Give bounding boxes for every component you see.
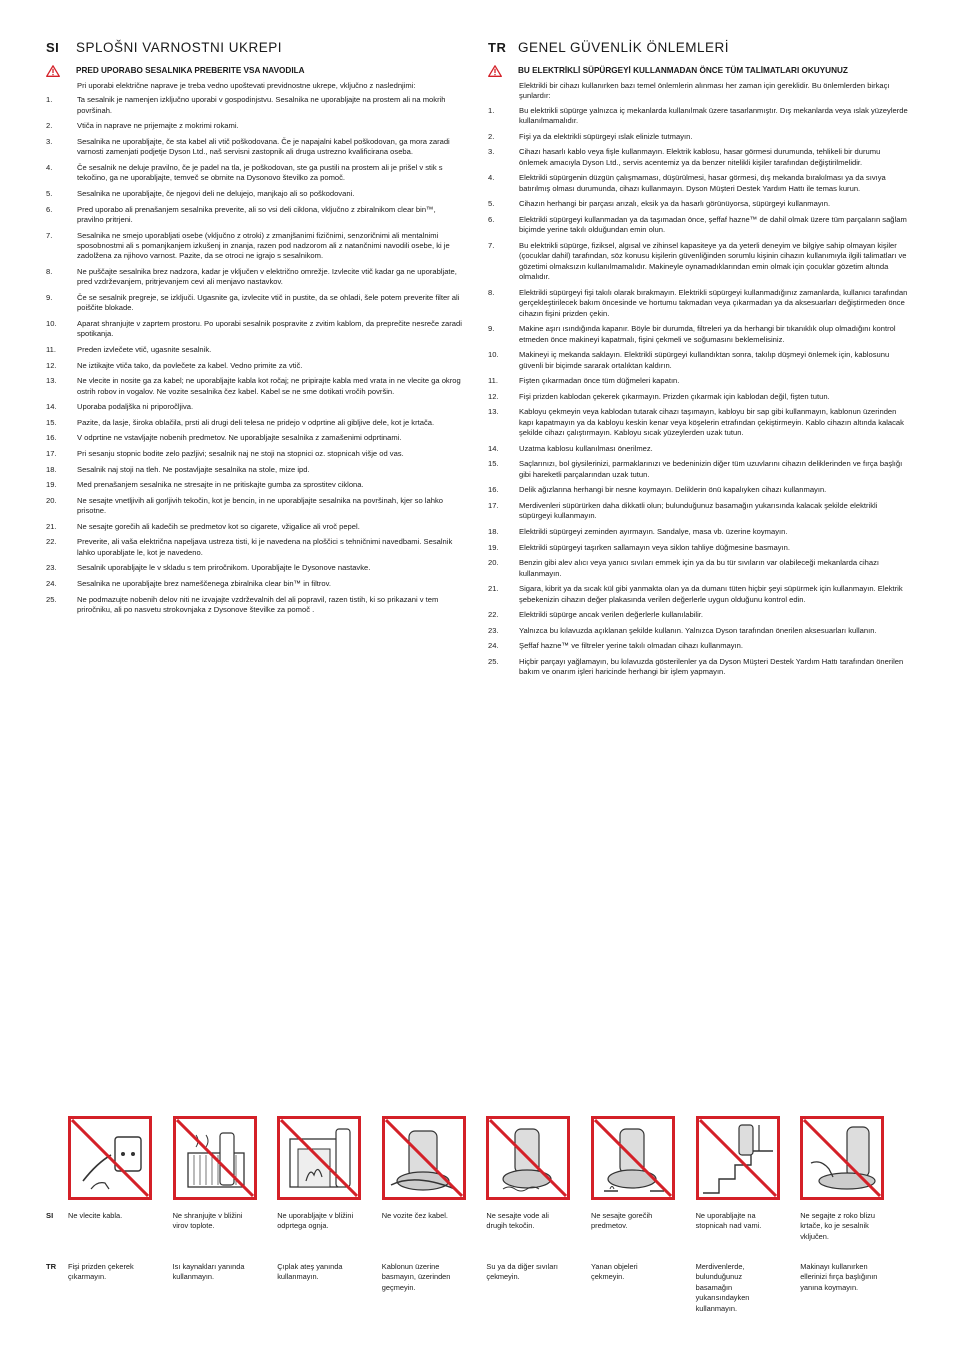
- item-number: 14.: [488, 443, 499, 453]
- item-text: Delik ağızlarına herhangi bir nesne koymayın. Deliklerin önü kapalıyken cihazı kullanmayın.: [519, 485, 827, 495]
- item-text: Sesalnika ne uporabljajte, če njegovi deli ne delujejo, manjkajo ali so poškodovani.: [77, 189, 355, 198]
- si-list-item: [46, 121, 464, 131]
- item-number: 17.: [46, 448, 57, 458]
- tr-list-item: [488, 610, 908, 620]
- brush-hands-icon: [803, 1119, 881, 1197]
- si-list-item: [46, 563, 464, 573]
- pictogram-4: [382, 1116, 466, 1200]
- item-text: Elektrikli süpürgenin düzgün çalışmaması, düşürülmesi, hasar görmesi, dış mekanda bırakılması ya da sıvıya batırılmış olması durumunda, cihazı kullanmayın. Dyson Müşteri Destek Yardım Hattı ile temas kurun.: [519, 173, 886, 193]
- si-list-item: [46, 137, 464, 158]
- item-number: 3.: [46, 137, 53, 146]
- item-number: 6.: [488, 215, 495, 224]
- tr-pictogram-caption: Makinayı kullanırken ellerinizi fırça başlığının yanına koymayın.: [800, 1262, 878, 1292]
- si-list-item: [46, 376, 464, 397]
- item-text: Elektrikli süpürgeyi taşırken sallamayın veya siklon tahliye düğmesine basmayın.: [519, 542, 790, 552]
- warning-triangle-icon: [46, 65, 76, 77]
- si-list-item: [46, 345, 464, 355]
- item-text: Aparat shranjujte v zaprtem prostoru. Po uporabi sesalnik pospravite z zvitim kablom, da preprečite nesreče zaradi spotikanja.: [77, 319, 462, 339]
- si-warning-text: PRED UPORABO SESALNIKA PREBERITE VSA NAVODILA: [76, 66, 305, 75]
- tr-pictogram-caption: Fişi prizden çekerek çıkarmayın.: [68, 1262, 134, 1282]
- item-number: 8.: [46, 267, 53, 276]
- item-text: Benzin gibi alev alıcı veya yanıcı sıvıları emmek için ya da bu tür sıvıların var olabileceği mekanlarda cihazı kullanmayın.: [519, 558, 880, 578]
- item-text: Ne sesajte vnetljivih ali gorljivih tekočin, kot je bencin, in ne uporabljajte sesalnika na površinah, kjer so lahko prisotne.: [77, 495, 443, 516]
- item-number: 3.: [488, 147, 495, 157]
- tr-list-item: [488, 350, 908, 371]
- fireplace-icon: [280, 1119, 358, 1197]
- item-text: Sesalnika ne uporabljajte, če sta kabel ali vtič poškodovana. Če je napajalni kabel poškodovan, ga mora zaradi varnosti zamenjati podjetje Dyson Ltd., naš servisni zastopnik ali druga ustrezno kvalificirana oseba.: [77, 137, 450, 157]
- item-number: 25.: [46, 594, 57, 604]
- item-number: 6.: [46, 204, 53, 214]
- item-number: 23.: [46, 563, 57, 573]
- si-list-item: [46, 95, 464, 116]
- tr-list-item: [488, 215, 908, 236]
- si-heading: [46, 40, 464, 55]
- tr-list-item: [488, 132, 908, 142]
- stairs-icon: [699, 1119, 777, 1197]
- item-text: Če se sesalnik pregreje, se izključi. Ugasnite ga, izvlecite vtič in pustite, da se ohladi, šele potem preverite filter ali poiščite blokade.: [77, 293, 460, 313]
- item-number: 16.: [488, 485, 499, 495]
- item-text: Vtiča in naprave ne prijemajte z mokrimi rokami.: [77, 121, 239, 131]
- item-text: Saçlarınızı, bol giysilerinizi, parmaklarınızı ve bedeninizin diğer tüm uzuvlarını cihazın deliklerinden ve fırça başlığı gibi hareketli parçalarından uzak tutun.: [519, 459, 903, 479]
- si-intro: Pri uporabi električne naprave je treba vedno upoštevati previdnostne ukrepe, vključno z naslednjimi:: [77, 81, 416, 90]
- pictogram-3: [277, 1116, 361, 1200]
- tr-pictogram-caption: Su ya da diğer sıvıları çekmeyin.: [486, 1262, 558, 1282]
- item-text: Fişi prizden kablodan çekerek çıkarmayın. Prizden çıkarmak için kablodan değil, fişten tutun.: [519, 391, 830, 401]
- item-text: Bu elektrikli süpürge yalnızca iç mekanlarda kullanılmak üzere tasarlanmıştır. Dış mekanlarda veya ıslak yüzeylerde kullanılmamalıdır.: [519, 105, 908, 126]
- tr-section: [488, 40, 908, 683]
- item-text: Sesalnika ne uporabljajte brez nameščenega zbiralnika clear bin™ in filtrov.: [77, 578, 331, 588]
- item-text: Preverite, ali vaša električna napeljava ustreza tisti, ki je navedena na ploščici s tehničnimi navedbami. Sesalnik lahko uporabljate le, kot je navedeno.: [77, 537, 453, 557]
- item-text: Sesalnik naj stoji na tleh. Ne postavljajte sesalnika na stole, mize ipd.: [77, 464, 310, 474]
- item-text: Ta sesalnik je namenjen izključno uporabi v gospodinjstvu. Sesalnika ne uporabljajte na prostem ali na mokrih površinah.: [77, 95, 446, 115]
- tr-list-item: [488, 376, 908, 386]
- item-text: Elektrikli süpürgeyi fişi takılı olarak bırakmayın. Elektrikli süpürgeyi kullanmadığınız zamanlarda, kullanıcı tarafından gerçekleştirilecek bakım öncesinde ve hortumu takmadan veya çıkarmadan ya da aksesuarları değiştirmeden önce cihazın fişini prizden çekin.: [519, 287, 908, 318]
- item-text: V odprtine ne vstavljajte nobenih predmetov. Ne uporabljajte sesalnika z zamašenimi odprtinami.: [77, 433, 402, 443]
- tr-list-item: [488, 558, 908, 579]
- item-text: Hiçbir parçayı yağlamayın, bu kılavuzda gösterilenler ya da Dyson Müşteri Destek Yardım Hattı tarafından önerilen bakım ve onarım işleri haricinde herhangi bir işlem yapmayın.: [519, 656, 904, 677]
- item-number: 9.: [46, 293, 53, 302]
- tr-pictogram-caption: Isı kaynakları yanında kullanmayın.: [172, 1262, 245, 1282]
- item-text: Sesalnik uporabljajte le v skladu s tem priročnikom. Uporabljajte le Dysonove nastavke.: [77, 563, 371, 573]
- item-number: 11.: [46, 345, 56, 354]
- tr-list-item: [488, 626, 908, 636]
- item-text: Pred uporabo ali prenašanjem sesalnika preverite, ali so vsi deli ciklona, vključno z zbiralnikom clear bin™, pravilno pritrjeni.: [77, 204, 436, 224]
- si-list-item: [46, 163, 464, 184]
- item-number: 8.: [488, 287, 495, 297]
- si-language-code: SI: [46, 40, 60, 55]
- tr-list-item: [488, 324, 908, 345]
- tr-list-item: [488, 199, 908, 209]
- item-text: Med prenašanjem sesalnika ne stresajte in ne pritiskajte gumba za sprostitev ciklona.: [77, 480, 364, 490]
- item-number: 14.: [46, 402, 57, 412]
- si-list-item: [46, 449, 464, 459]
- item-number: 1.: [46, 95, 53, 105]
- item-number: 12.: [488, 391, 499, 401]
- item-number: 18.: [488, 527, 499, 536]
- pictogram-7: [696, 1116, 780, 1200]
- item-number: 2.: [46, 121, 53, 131]
- si-pictogram-caption: Ne shranjujte v bližini virov toplote.: [172, 1211, 243, 1231]
- item-text: Pazite, da lasje, široka oblačila, prsti ali drugi deli telesa ne pridejo v odprtine ali gibljive dele, kot je krtača.: [77, 417, 435, 427]
- tr-item-list: [488, 106, 908, 678]
- item-text: Uzatma kablosu kullanılması önerilmez.: [519, 443, 653, 453]
- pictogram-1: [68, 1116, 152, 1200]
- item-number: 21.: [488, 584, 499, 594]
- tr-list-item: [488, 106, 908, 127]
- si-list-item: [46, 189, 464, 199]
- item-number: 2.: [488, 131, 495, 141]
- si-list-item: [46, 231, 464, 262]
- tr-list-item: [488, 485, 908, 495]
- item-text: Če sesalnik ne deluje pravilno, če je padel na tla, je poškodovan, ste ga pustili na prostem ali je prišel v stik s tekočino, ga ne uporabljajte, temveč se obrnite na Dysonovo številko za pomoč.: [77, 163, 443, 183]
- si-pictogram-caption: Ne sesajte gorečih predmetov.: [591, 1211, 653, 1231]
- si-list-item: [46, 418, 464, 428]
- item-text: Şeffaf hazne™ ve filtreler yerine takılı olmadan cihazı kullanmayın.: [519, 641, 743, 651]
- item-number: 13.: [488, 407, 499, 417]
- item-text: Elektrikli süpürge ancak verilen değerlerle kullanılabilir.: [519, 610, 704, 620]
- si-list-item: [46, 402, 464, 412]
- item-text: Ne podmazujte nobenih delov niti ne izvajajte vzdrževalnih del ali popravil, razen tistih, ki so prikazani v tem priročniku, ali po nasvetu strokovnjaka z Dysonove številke za pomoč .: [77, 594, 439, 614]
- pictogram-row: [68, 1116, 888, 1200]
- item-number: 24.: [488, 641, 499, 651]
- item-number: 23.: [488, 625, 499, 635]
- item-text: Merdivenleri süpürürken daha dikkatli olun; bulunduğunuz basamağın yukarısında kalacak şekilde elektrikli süpürgeyi kullanmayın.: [519, 501, 878, 521]
- si-pictogram-caption: Ne uporabljajte na stopnicah nad vami.: [695, 1211, 762, 1231]
- item-number: 5.: [46, 189, 53, 198]
- si-list-item: [46, 319, 464, 340]
- item-text: Fişten çıkarmadan önce tüm düğmeleri kapatın.: [519, 376, 680, 386]
- item-text: Elektrikli süpürgeyi zeminden ayırmayın. Sandalye, masa vb. üzerine koymayın.: [519, 527, 788, 536]
- si-item-list: [46, 95, 464, 615]
- tr-pictogram-caption: Kablonun üzerine basmayın, üzerinden geçmeyin.: [381, 1262, 451, 1292]
- tr-pictogram-caption: Merdivenlerde, bulunduğunuz basamağın yukarısındayken kullanmayın.: [695, 1262, 750, 1313]
- tr-section-title: GENEL GÜVENLİK ÖNLEMLERİ: [518, 40, 730, 55]
- item-number: 13.: [46, 376, 57, 386]
- item-number: 11.: [488, 376, 498, 386]
- item-number: 9.: [488, 324, 495, 334]
- tr-intro: Elektrikli bir cihazı kullanırken bazı temel önlemlerin alınması her zaman için gereklidir. Bu önlemlerden birkaçı şunlardır:: [519, 81, 890, 101]
- si-list-item: [46, 496, 464, 517]
- burning-objects-icon: [594, 1119, 672, 1197]
- warning-triangle-icon: [488, 65, 518, 77]
- si-caption-code: SI: [46, 1211, 54, 1220]
- item-number: 20.: [488, 558, 499, 568]
- item-text: Makine aşırı ısındığında kapanır. Böyle bir durumda, filtreleri ya da herhangi bir tıkanıklık olup olmadığını kontrol etmeden önce makineyi kapatmalı, fişini çekmeli ve soğumasını beklemelisiniz.: [519, 324, 896, 344]
- item-number: 18.: [46, 464, 57, 474]
- item-text: Sigara, kibrit ya da sıcak kül gibi yanmakta olan ya da dumanı tüten hiçbir şeyi süpürmek için kullanmayın. Elektrik şebekenizin cihazın değer plakasında verilen değerlerle uygun olduğunu kontrol edin.: [519, 584, 903, 604]
- si-list-item: [46, 465, 464, 475]
- si-list-item: [46, 595, 464, 616]
- item-text: Kabloyu çekmeyin veya kablodan tutarak cihazı taşımayın, kabloyu bir sap gibi kullanmayın, kablonun üzerinden kapı kapatmayın ya da kabloyu keskin kenar veya köşelerin etrafından çekiştirmeyin. Kablo cihazın altında kalacak şekilde cihazı çalıştırmayın. Kabloyu sıcak yüzeylerden uzak tutun.: [519, 407, 904, 438]
- si-pictogram-caption: Ne vlecite kabla.: [68, 1211, 123, 1220]
- tr-list-item: [488, 501, 908, 522]
- si-warning: [46, 65, 464, 77]
- tr-list-item: [488, 657, 908, 678]
- item-number: 16.: [46, 433, 57, 443]
- si-section-title: SPLOŠNI VARNOSTNI UKREPI: [76, 40, 283, 55]
- item-text: Ne puščajte sesalnika brez nadzora, kadar je vključen v električno omrežje. Izvlecite vtič kadar ga ne uporabljate, pred vzdrževanjem, pritrjevanjem cevi ali menjavo nastavkov.: [77, 267, 457, 287]
- si-list-item: [46, 522, 464, 532]
- si-section: [46, 40, 464, 621]
- item-number: 21.: [46, 521, 57, 531]
- tr-warning-text: BU ELEKTRİKLİ SÜPÜRGEYİ KULLANMADAN ÖNCE TÜM TALİMATLARI OKUYUNUZ: [518, 66, 848, 75]
- si-pictogram-caption: Ne sesajte vode ali drugih tekočin.: [486, 1211, 549, 1231]
- item-number: 15.: [46, 417, 57, 427]
- item-number: 19.: [46, 480, 57, 490]
- item-number: 5.: [488, 199, 495, 209]
- si-pictogram-caption: Ne uporabljajte v bližini odprtega ognja.: [277, 1211, 354, 1231]
- tr-heading: [488, 40, 908, 55]
- item-number: 17.: [488, 501, 499, 510]
- tr-list-item: [488, 527, 908, 537]
- tr-list-item: [488, 584, 908, 605]
- item-number: 10.: [46, 319, 57, 328]
- tr-list-item: [488, 641, 908, 651]
- item-number: 25.: [488, 656, 499, 666]
- item-number: 24.: [46, 578, 57, 588]
- tr-list-item: [488, 147, 908, 168]
- tr-list-item: [488, 459, 908, 480]
- item-text: Ne sesajte gorečih ali kadečih se predmetov kot so cigarete, vžigalice ali vroč pepel.: [77, 521, 360, 531]
- pictogram-8: [800, 1116, 884, 1200]
- si-list-item: [46, 537, 464, 558]
- item-text: Fişi ya da elektrikli süpürgeyi ıslak elinizle tutmayın.: [519, 131, 693, 141]
- tr-list-item: [488, 543, 908, 553]
- item-number: 15.: [488, 459, 499, 469]
- tr-list-item: [488, 392, 908, 402]
- item-text: Bu elektrikli süpürge, fiziksel, algısal ve zihinsel kapasiteye ya da yeterli deneyim ve bilgiye sahip olmayan kişiler (çocuklar dahil) tarafından, söz konusu kişilerin güvenliğinden sorumlu kişinin cihazın kullanımıyla ilgili talimatları ve gözetimi olmaksızın kullanılmamalıdır. Makineyle oynamadıklarından emin olmak için çocuklar gözetim altında olmalıdır.: [519, 241, 907, 282]
- item-text: Pri sesanju stopnic bodite zelo pazljivi; sesalnik naj ne stoji na stopnici oz. stopnicah višje od vas.: [77, 448, 404, 458]
- item-text: Ne vlecite in nosite ga za kabel; ne uporabljajte kabla kot ročaj; ne pripirajte kabla med vrata in ne vlecite ga okrog ostrih robov in vogalov. Ne vozite sesalnika čez kabel. Kabel se ne sme dotikati vročih površin.: [77, 376, 461, 396]
- item-number: 22.: [488, 610, 499, 620]
- pictogram-2: [173, 1116, 257, 1200]
- heater-icon: [176, 1119, 254, 1197]
- tr-language-code: TR: [488, 40, 507, 55]
- item-text: Yalnızca bu kılavuzda açıklanan şekilde kullanın. Yalnızca Dyson tarafından önerilen aksesuarları kullanın.: [519, 625, 877, 635]
- item-number: 20.: [46, 495, 57, 505]
- water-icon: [489, 1119, 567, 1197]
- tr-pictogram-caption: Çıplak ateş yanında kullanmayın.: [277, 1262, 343, 1282]
- si-list-item: [46, 267, 464, 288]
- item-number: 1.: [488, 105, 495, 115]
- si-list-item: [46, 361, 464, 371]
- item-number: 4.: [46, 163, 53, 172]
- item-text: Uporaba podaljška ni priporočljiva.: [77, 402, 194, 412]
- tr-list-item: [488, 173, 908, 194]
- item-text: Cihazı hasarlı kablo veya fişle kullanmayın. Elektrik kablosu, hasar görmesi durumunda, tehlikeli bir durumu önlemek amacıyla Dyson Ltd., servis acentemiz ya da benzer nitelikli kişiler tarafından değiştirilmelidir.: [519, 147, 881, 167]
- pictogram-6: [591, 1116, 675, 1200]
- si-list-item: [46, 480, 464, 490]
- si-pictogram-caption: Ne segajte z roko blizu krtače, ko je sesalnik vključen.: [800, 1211, 875, 1241]
- item-text: Sesalnika ne smejo uporabljati osebe (vključno z otroki) z zmanjšanimi fizičnimi, senzoričnimi ali mentalnimi sposobnostmi ali s pomanjkanjem izkušenj in znanja, razen pod nadzorom ali z natančnimi navodili osebe, ki je zadolžena za njihovo varnost. Pazite, da se otroci ne igrajo s sesalnikom.: [77, 230, 450, 261]
- tr-pictogram-caption: Yanan objeleri çekmeyin.: [591, 1262, 638, 1282]
- plug-pull-icon: [71, 1119, 149, 1197]
- item-number: 22.: [46, 537, 57, 547]
- si-pictogram-caption: Ne vozite čez kabel.: [381, 1211, 448, 1220]
- si-list-item: [46, 579, 464, 589]
- item-number: 10.: [488, 350, 499, 360]
- item-text: Makineyi iç mekanda saklayın. Elektrikli süpürgeyi kullandıktan sonra, takılıp düşmeyi önlemek için, kablosunu güvenli bir biçimde sararak ortalıktan kaldırın.: [519, 350, 890, 370]
- tr-warning: [488, 65, 908, 77]
- si-list-item: [46, 433, 464, 443]
- cord-rollover-icon: [385, 1119, 463, 1197]
- item-text: Preden izvlečete vtič, ugasnite sesalnik.: [77, 345, 212, 354]
- tr-list-item: [488, 288, 908, 319]
- item-number: 12.: [46, 360, 57, 370]
- item-text: Cihazın herhangi bir parçası arızalı, eksik ya da hasarlı görünüyorsa, süpürgeyi kullanmayın.: [519, 199, 831, 209]
- si-list-item: [46, 293, 464, 314]
- si-list-item: [46, 205, 464, 226]
- item-number: 4.: [488, 173, 495, 183]
- pictogram-5: [486, 1116, 570, 1200]
- tr-caption-code: TR: [46, 1262, 57, 1271]
- item-number: 19.: [488, 542, 499, 552]
- item-number: 7.: [488, 241, 495, 250]
- item-number: 7.: [46, 230, 53, 240]
- tr-list-item: [488, 241, 908, 283]
- item-text: Ne iztikajte vtiča tako, da povlečete za kabel. Vedno primite za vtič.: [77, 360, 303, 370]
- tr-list-item: [488, 444, 908, 454]
- item-text: Elektrikli süpürgeyi kullanmadan ya da taşımadan önce, şeffaf hazne™ de dahil olmak üzere tüm parçaların sağlam biçimde yerine takılı olduğundan emin olun.: [519, 215, 907, 235]
- tr-list-item: [488, 407, 908, 438]
